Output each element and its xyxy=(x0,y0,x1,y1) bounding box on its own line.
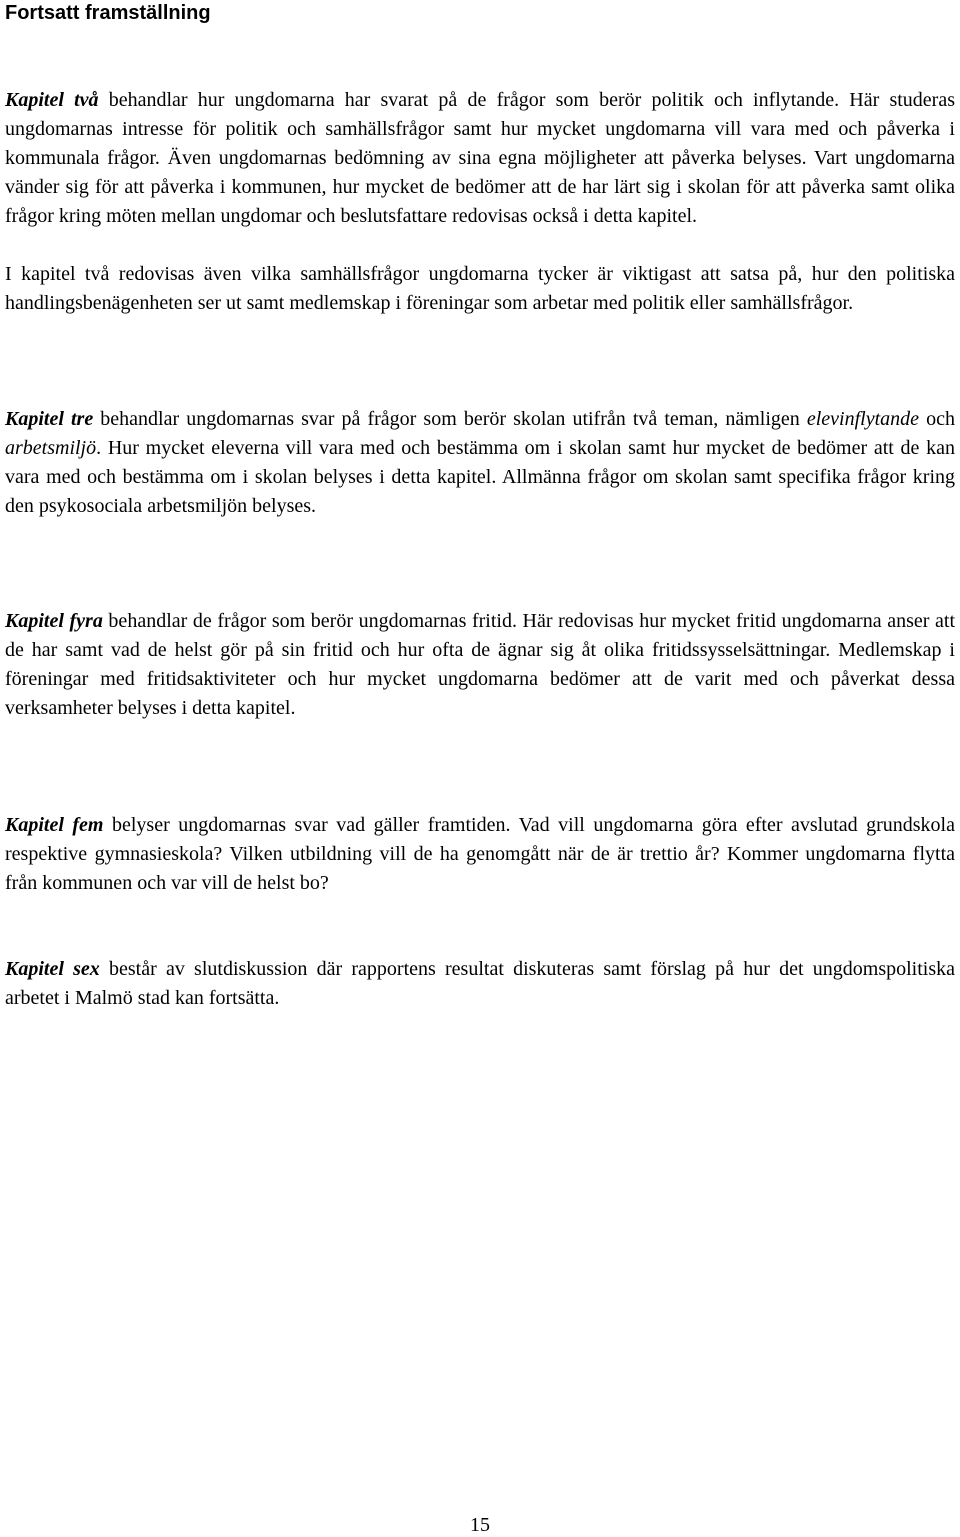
paragraph-text: I kapitel två redovisas även vilka samhällsfrågor ungdomarna tycker är viktigast att satsa på, hur den politiska handlingsbenägenheten ser ut samt medlemskap i föreningar som arbetar med politik eller samhällsfrågor. xyxy=(5,263,955,314)
chapter-title: Kapitel fem xyxy=(5,814,104,836)
paragraph-text: och xyxy=(919,408,955,430)
paragraph-chapter-two xyxy=(5,86,955,231)
paragraph-text: består av slutdiskussion där rapportens resultat diskuteras samt förslag på hur det ungdomspolitiska arbetet i Malmö stad kan fortsätta. xyxy=(5,958,955,1009)
paragraph-text: behandlar de frågor som berör ungdomarnas fritid. Här redovisas hur mycket fritid ungdomarna anser att de har samt vad de helst gör på sin fritid och hur ofta de ägnar sig åt olika fritidssysselsättningar. Medlemskap i föreningar med fritidsaktiviteter och hur mycket ungdomarna bedömer att de varit med och påverkat dessa verksamheter belyses i detta kapitel. xyxy=(5,610,955,719)
paragraph-chapter-five xyxy=(5,811,955,898)
term-arbetsmiljo: arbetsmiljö xyxy=(5,437,97,459)
term-elevinflytande: elevinflytande xyxy=(806,408,920,430)
paragraph-chapter-two-continued xyxy=(5,260,955,318)
paragraph-text: . Hur mycket eleverna vill vara med och bestämma om i skolan samt hur mycket de bedömer att de kan vara med och bestämma om i skolan belyses i detta kapitel. Allmänna frågor om skolan samt specifika frågor kring den psykosociala arbetsmiljön belyses. xyxy=(5,437,955,517)
chapter-title: Kapitel sex xyxy=(5,958,100,980)
chapter-title: Kapitel två xyxy=(5,89,99,111)
paragraph-chapter-six xyxy=(5,955,955,1013)
section-heading: Fortsatt framställning xyxy=(5,2,211,24)
chapter-title: Kapitel fyra xyxy=(5,610,103,632)
paragraph-text: belyser ungdomarnas svar vad gäller framtiden. Vad vill ungdomarna göra efter avslutad grundskola respektive gymnasieskola? Vilken utbildning vill de ha genomgått när de är trettio år? Kommer ungdomarna flytta från kommunen och var vill de helst bo? xyxy=(5,814,955,894)
paragraph-chapter-three xyxy=(5,405,955,521)
paragraph-text: behandlar hur ungdomarna har svarat på de frågor som berör politik och inflytande. Här studeras ungdomarnas intresse för politik och samhällsfrågor samt hur mycket ungdomarna vill vara med och påverka i kommunala frågor. Även ungdomarnas bedömning av sina egna möjligheter att påverka belyses. Vart ungdomarna vänder sig för att påverka i kommunen, hur mycket de bedömer att de har lärt sig i skolan för att påverka samt olika frågor kring möten mellan ungdomar och beslutsfattare redovisas också i detta kapitel. xyxy=(5,89,955,227)
chapter-title: Kapitel tre xyxy=(5,408,94,430)
page-number: 15 xyxy=(470,1514,490,1536)
paragraph-text: behandlar ungdomarnas svar på frågor som berör skolan utifrån två teman, nämligen xyxy=(93,408,807,430)
paragraph-chapter-four xyxy=(5,607,955,723)
